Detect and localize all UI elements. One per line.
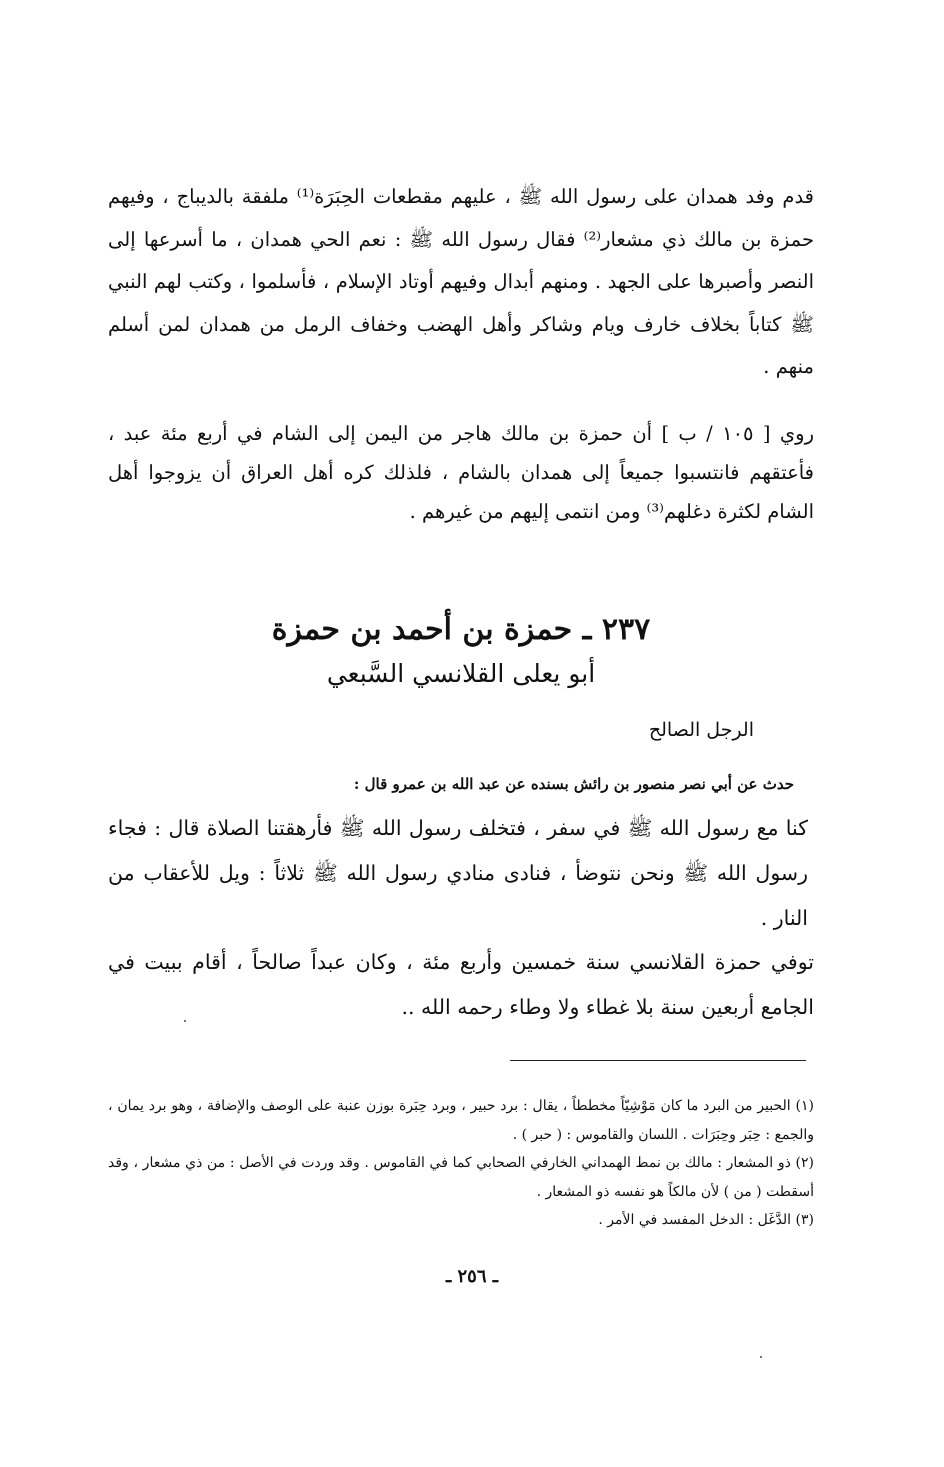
entry-title: ٢٣٧ ـ حمزة بن أحمد بن حمزة: [271, 612, 651, 647]
footnote-3: (٣) الدَّغَل : الدخل المفسد في الأمر .: [598, 1212, 814, 1228]
entry-subtitle: أبو يعلى القلانسي السَّبعي: [326, 659, 596, 688]
paragraph-death: توفي حمزة القلانسي سنة خمسين وأربع مئة ، وكان عبداً صالحاً ، أقام ببيت في الجامع أربعين سنة بلا غطاء ولا وطاء رحمه الله ..: [108, 950, 814, 1019]
footnote-divider: [510, 1060, 806, 1061]
footnotes: [108, 1092, 814, 1235]
footnote-2: (٢) ذو المشعار : مالك بن نمط الهمداني الخارفي الصحابي كما في القاموس . وقد وردت في الأصل : من ذي مشعار ، وقد أسقطت ( من ) لأن مالكاً هو نفسه ذو المشعار .: [108, 1155, 814, 1200]
isnad-line: حدث عن أبي نصر منصور بن رائش بسنده عن عبد الله بن عمرو قال :: [353, 775, 794, 793]
paragraph-hadith: كنا مع رسول الله ﷺ في سفر ، فتخلف رسول الله ﷺ فأرهقتنا الصلاة قال : فجاء رسول الله ﷺ ونحن نتوضأ ، فنادى منادي رسول الله ﷺ ثلاثاً : ويل للأعقاب من النار .: [108, 816, 808, 930]
paragraph-hamza-migration: روي [ ١٠٥ / ب ] أن حمزة بن مالك هاجر من اليمن إلى الشام في أربع مئة عبد ، فأعتقهم فانتسبوا جميعاً إلى همدان بالشام ، فلذلك كره أهل العراق أن يزوجوا أهل الشام لكثرة دغلهم⁽³⁾ ومن انتمى إليهم من غيرهم .: [108, 422, 814, 523]
page-number: ـ ٢٥٦ ـ: [445, 1266, 499, 1287]
footnote-1: (١) الحبير من البرد ما كان مَوْشِيّاً مخططاً ، يقال : برد حبير ، وبرد حِبَرة بوزن عنبة على الوصف والإضافة ، وهو برد يمان ، والجمع : حِبَر وحِبَرَات . اللسان والقاموس : ( حبر ) .: [108, 1098, 814, 1143]
scan-speck: [760, 1356, 762, 1358]
scan-speck: [184, 1020, 186, 1022]
entry-heading: [108, 610, 814, 694]
paragraph-hamdan-delegation: قدم وفد همدان على رسول الله ﷺ ، عليهم مقطعات الحِبَرَة⁽¹⁾ ملفقة بالديباج ، وفيهم حمزة بن مالك ذي مشعار⁽²⁾ فقال رسول الله ﷺ : نعم الحي همدان ، ما أسرعها إلى النصر وأصبرها على الجهد . ومنهم أبدال وفيهم أوتاد الإسلام ، فأسلموا ، وكتب لهم النبي ﷺ كتاباً بخلاف خارف ويام وشاكر وأهل الهضب وخفاف الرمل من همدان لمن أسلم منهم .: [108, 185, 814, 378]
entry-label: الرجل الصالح: [648, 719, 754, 741]
